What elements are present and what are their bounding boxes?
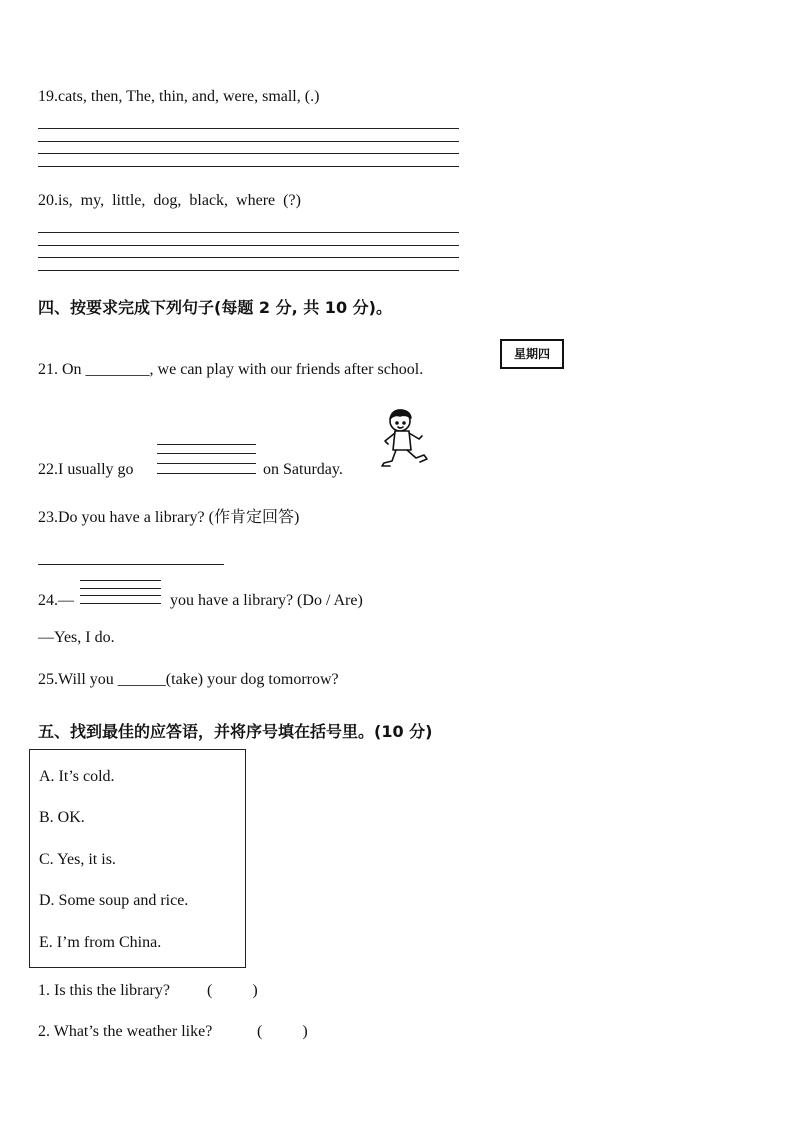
answer-line[interactable] [38,232,459,233]
question-22-suffix: on Saturday. [263,461,343,478]
section-5-heading: 五、找到最佳的应答语，并将序号填在括号里。(10 分) [38,722,433,741]
answer-line[interactable] [80,588,161,589]
question-24-suffix: you have a library? (Do / Are) [170,592,363,609]
answer-line-23[interactable] [38,564,224,565]
weekday-card: 星期四 [500,339,564,369]
answer-line[interactable] [38,153,459,154]
answer-line[interactable] [38,257,459,258]
answer-line[interactable] [80,603,161,604]
question-22-prefix: 22.I usually go [38,461,134,478]
option-e: E. I’m from China. [39,934,162,951]
question-24-answer: —Yes, I do. [38,629,115,646]
answer-options-box [29,749,246,968]
option-d: D. Some soup and rice. [39,892,189,909]
section-4-heading: 四、按要求完成下列句子(每题 2 分, 共 10 分)。 [38,298,392,317]
answer-line[interactable] [157,473,256,474]
answer-line[interactable] [80,580,161,581]
question-21-text: 21. On ________, we can play with our friends after school. [38,361,424,378]
answer-line[interactable] [38,270,459,271]
answer-line[interactable] [38,141,459,142]
section-5-question-2: 2. What’s the weather like? [38,1023,213,1040]
option-c: C. Yes, it is. [39,851,116,868]
option-a: A. It’s cold. [39,768,115,785]
answer-line[interactable] [38,128,459,129]
question-24-prefix: 24.— [38,592,74,609]
question-23-text: 23.Do you have a library? (作肯定回答) [38,509,300,526]
answer-line[interactable] [157,463,256,464]
answer-line[interactable] [157,453,256,454]
question-20-text: 20.is, my, little, dog, black, where (?) [38,192,301,209]
answer-line[interactable] [38,166,459,167]
question-25-text: 25.Will you ______(take) your dog tomorrow? [38,671,339,688]
answer-bracket-1[interactable]: ( ) [207,982,258,999]
answer-line[interactable] [80,595,161,596]
option-b: B. OK. [39,809,85,826]
section-5-question-1: 1. Is this the library? [38,982,170,999]
answer-bracket-2[interactable]: ( ) [257,1023,308,1040]
question-19-text: 19.cats, then, The, thin, and, were, small, (.) [38,88,320,105]
answer-line[interactable] [157,444,256,445]
answer-line[interactable] [38,245,459,246]
running-boy-illustration [378,405,438,477]
